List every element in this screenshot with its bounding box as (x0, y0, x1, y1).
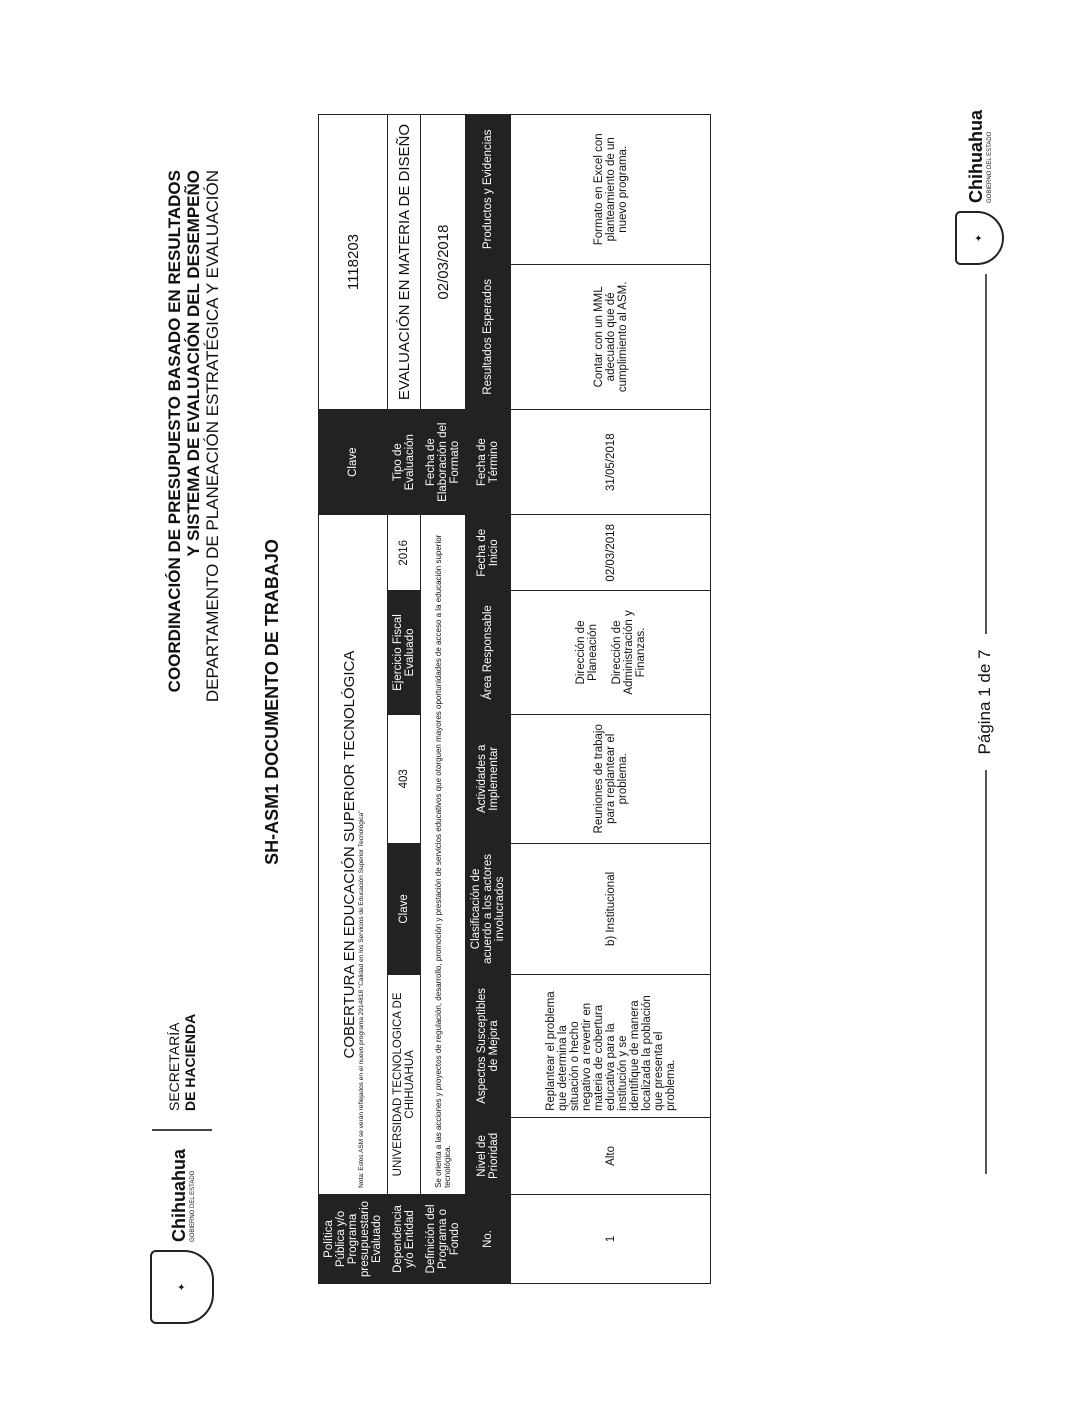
header-left (150, 1014, 214, 1324)
col-no: No. (466, 1194, 511, 1283)
politica-label: Política Pública y/o Programa presupuestario Evaluado (319, 1194, 388, 1283)
coord-line3: DEPARTAMENTO DE PLANEACIÓN ESTRATÉGICA Y EVALUACIÓN (203, 170, 222, 703)
politica-cell (319, 515, 388, 1195)
tipo-value: EVALUACIÓN EN MATERIA DE DISEÑO (388, 115, 421, 410)
logo-subtext: GOBIERNO DEL ESTADO (189, 1170, 196, 1242)
col-prioridad: Nivel de Prioridad (466, 1117, 511, 1194)
secretaria-line1: SECRETARÍA (166, 1022, 182, 1111)
row-clasificacion: b) Institucional (511, 843, 711, 974)
state-seal-icon: ✦ (955, 211, 1004, 265)
coord-line1: COORDINACIÓN DE PRESUPUESTO BASADO EN RESULTADOS (165, 170, 184, 693)
tipo-label: Tipo de Evaluación (388, 410, 421, 515)
row-termino: 31/05/2018 (511, 410, 711, 515)
logo-subtext: GOBIERNO DEL ESTADO (987, 131, 993, 203)
chihuahua-logo (169, 1149, 196, 1242)
state-seal-icon: ✦ (150, 1250, 214, 1324)
row-actividades: Reuniones de trabajo para replantear el problema. (511, 714, 711, 843)
row-no: 1 (511, 1194, 711, 1283)
table-row (511, 115, 711, 1284)
secretaria-line2: DE HACIENDA (182, 1013, 198, 1111)
row-prioridad: Alto (511, 1117, 711, 1194)
row-area-1: Dirección de Planeación (574, 620, 599, 685)
divider (152, 1129, 212, 1131)
column-headers (466, 115, 511, 1284)
logo-text: Chihuahua (168, 1149, 189, 1242)
asm-table (318, 114, 711, 1284)
header-right (165, 170, 222, 702)
col-clasificacion: Clasificación de acuerdo a los actores involucrados (466, 843, 511, 974)
row-resultados: Contar con un MML adecuado que dé cumplimiento al ASM. (511, 264, 711, 410)
row-aspectos: Replantear el problema que determina la situación o hecho negativo a revertir en materia de cobertura educativa para la institución y se identifique de manera localizada la población que presenta el problema. (511, 974, 711, 1117)
ejercicio-value: 2016 (388, 515, 421, 591)
footer-logo (955, 110, 1004, 265)
politica-value: COBERTURA EN EDUCACIÓN SUPERIOR TECNOLÓGICA (341, 650, 358, 1059)
dependencia-value: UNIVERSIDAD TECNOLOGICA DE CHIHUAHUA (388, 974, 421, 1194)
col-inicio: Fecha de Inicio (466, 515, 511, 591)
ejercicio-label: Ejercicio Fiscal Evaluado (388, 591, 421, 714)
fecha-elab-label: Fecha de Elaboración del Formato (421, 410, 466, 515)
col-actividades: Actividades a Implementar (466, 714, 511, 843)
clave2-value: 403 (388, 714, 421, 843)
row-area (511, 591, 711, 714)
coord-line2: Y SISTEMA DE EVALUACIÓN DEL DESEMPEÑO (184, 170, 203, 557)
chihuahua-logo (966, 110, 993, 203)
dependencia-label: Dependencia y/o Entidad (388, 1194, 421, 1283)
clave-label: Clave (319, 410, 388, 515)
fecha-elab-value: 02/03/2018 (421, 115, 466, 410)
logo-text: Chihuahua (966, 110, 986, 203)
page-number-text: Página 1 de 7 (975, 634, 994, 771)
col-productos: Productos y Evidencias (466, 115, 511, 265)
row-inicio: 02/03/2018 (511, 515, 711, 591)
col-resultados: Resultados Esperados (466, 264, 511, 410)
secretaria-label (166, 1014, 198, 1111)
document-title: SH-ASM1 DOCUMENTO DE TRABAJO (262, 539, 282, 865)
clave2-label: Clave (388, 843, 421, 974)
definicion-label: Definición del Programa o Fondo (421, 1194, 466, 1283)
row-productos: Formato en Excel con planteamiento de un nuevo programa. (511, 115, 711, 265)
definicion-value: Se orienta a las acciones y proyectos de regulación, desarrollo, promoción y prestación de servicios educativos que otorguen mayores oportunidades de acceso a la educación superior tecnológica. (421, 515, 466, 1195)
col-area: Área Responsable (466, 591, 511, 714)
politica-note: Nota: Estos ASM se verán reflejados en el nuevo programa 2914818 "Calidad en los Servicios de Educación Superior Tecnológica" (358, 810, 365, 1188)
row-area-2: Dirección de Administración y Finanzas. (610, 610, 647, 695)
col-termino: Fecha de Término (466, 410, 511, 515)
clave-value: 1118203 (319, 115, 388, 410)
col-aspectos: Aspectos Susceptibles de Mejora (466, 974, 511, 1117)
